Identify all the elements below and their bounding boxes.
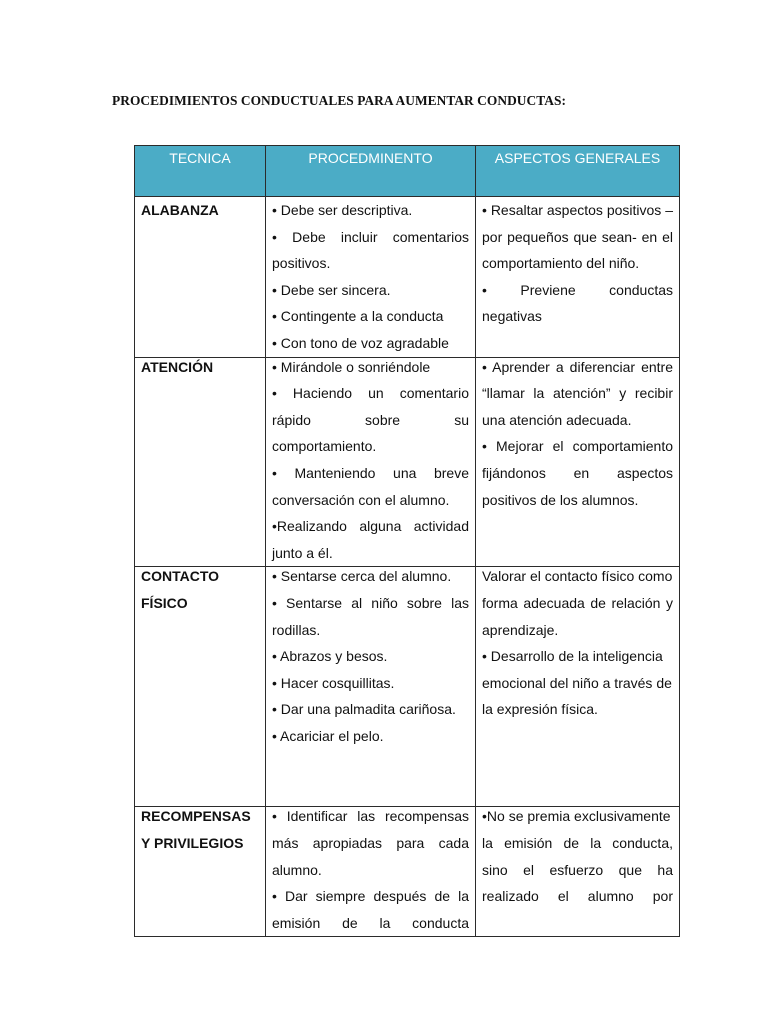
table-row (135, 807, 680, 937)
list-item: • Acariciar el pelo. (272, 727, 384, 744)
header-tecnica: TECNICA (135, 146, 266, 197)
tecnica-cell (135, 357, 266, 567)
list-item: • Hacer cosquillitas. (272, 674, 395, 691)
list-item: emocional del niño a través de (482, 674, 672, 691)
list-item: • Debe ser sincera. (272, 281, 391, 298)
list-item: • Debe incluir comentarios positivos. (272, 228, 469, 272)
list-item: • Mejorar el comportamiento fijándonos en aspectos positivos de los alumnos. (482, 438, 673, 508)
tecnica-label: Y PRIVILEGIOS (141, 834, 244, 851)
table-row (135, 567, 680, 807)
list-item: • Dar una palmadita cariñosa. (272, 701, 456, 718)
procedimiento-cell (266, 807, 476, 937)
procedimiento-cell (266, 567, 476, 807)
header-aspectos-generales: ASPECTOS GENERALES (476, 146, 680, 197)
list-item: • Manteniendo una breve conversación con el alumno. (272, 464, 469, 508)
header-procedimiento: PROCEDMINENTO (266, 146, 476, 197)
list-item: • Mirándole o sonriéndole (272, 358, 431, 375)
tecnica-label: CONTACTO (141, 568, 220, 585)
list-item: • Contingente a la conducta (272, 308, 444, 325)
list-item: la expresión física. (482, 701, 598, 718)
list-item: • Sentarse cerca del alumno. (272, 568, 452, 585)
aspectos-cell (476, 807, 680, 937)
list-item: • Con tono de voz agradable (272, 334, 449, 351)
procedimiento-cell (266, 197, 476, 358)
list-item: forma adecuada de relación y aprendizaje. (482, 594, 673, 638)
table-row (135, 197, 680, 358)
list-item: •Realizando alguna actividad junto a él. (272, 518, 469, 561)
list-item: • Aprender a diferenciar entre “llamar la atención” y recibir una atención adecuada. (482, 358, 673, 428)
tecnica-label: ALABANZA (141, 202, 219, 218)
tecnica-label: ATENCIÓN (141, 358, 214, 375)
list-item: Valorar el contacto físico como (482, 568, 673, 585)
tecnica-cell (135, 567, 266, 807)
list-item: • Abrazos y besos. (272, 648, 388, 665)
tecnica-cell (135, 197, 266, 358)
list-item: • Identificar las recompensas más apropiadas para cada alumno. (272, 808, 469, 878)
tecnica-label: FÍSICO (141, 594, 188, 611)
procedimiento-cell (266, 357, 476, 567)
aspectos-cell (476, 197, 680, 358)
list-item: • Haciendo un comentario rápido sobre su comportamiento. (272, 385, 469, 455)
document-title: PROCEDIMIENTOS CONDUCTUALES PARA AUMENTAR CONDUCTAS: (112, 93, 566, 108)
table-header-row (135, 146, 680, 197)
aspectos-cell (476, 567, 680, 807)
list-item: •No se premia exclusivamente (482, 808, 671, 825)
list-item: • Desarrollo de la inteligencia (482, 648, 663, 665)
list-item: • Resaltar aspectos positivos – por pequeños que sean- en el comportamiento del niño. (482, 202, 673, 272)
table-row (135, 357, 680, 567)
tecnica-cell (135, 807, 266, 937)
list-item: • Dar siempre después de la emisión de la conducta (272, 888, 469, 931)
tecnica-label: RECOMPENSAS (141, 808, 251, 825)
aspectos-cell (476, 357, 680, 567)
list-item: • Debe ser descriptiva. (272, 202, 413, 218)
procedures-table (134, 145, 680, 937)
list-item: • Previene conductas negativas (482, 281, 673, 325)
list-item: • Sentarse al niño sobre las rodillas. (272, 594, 469, 638)
list-item: la emisión de la conducta, sino el esfuerzo que ha realizado el alumno por (482, 834, 673, 905)
